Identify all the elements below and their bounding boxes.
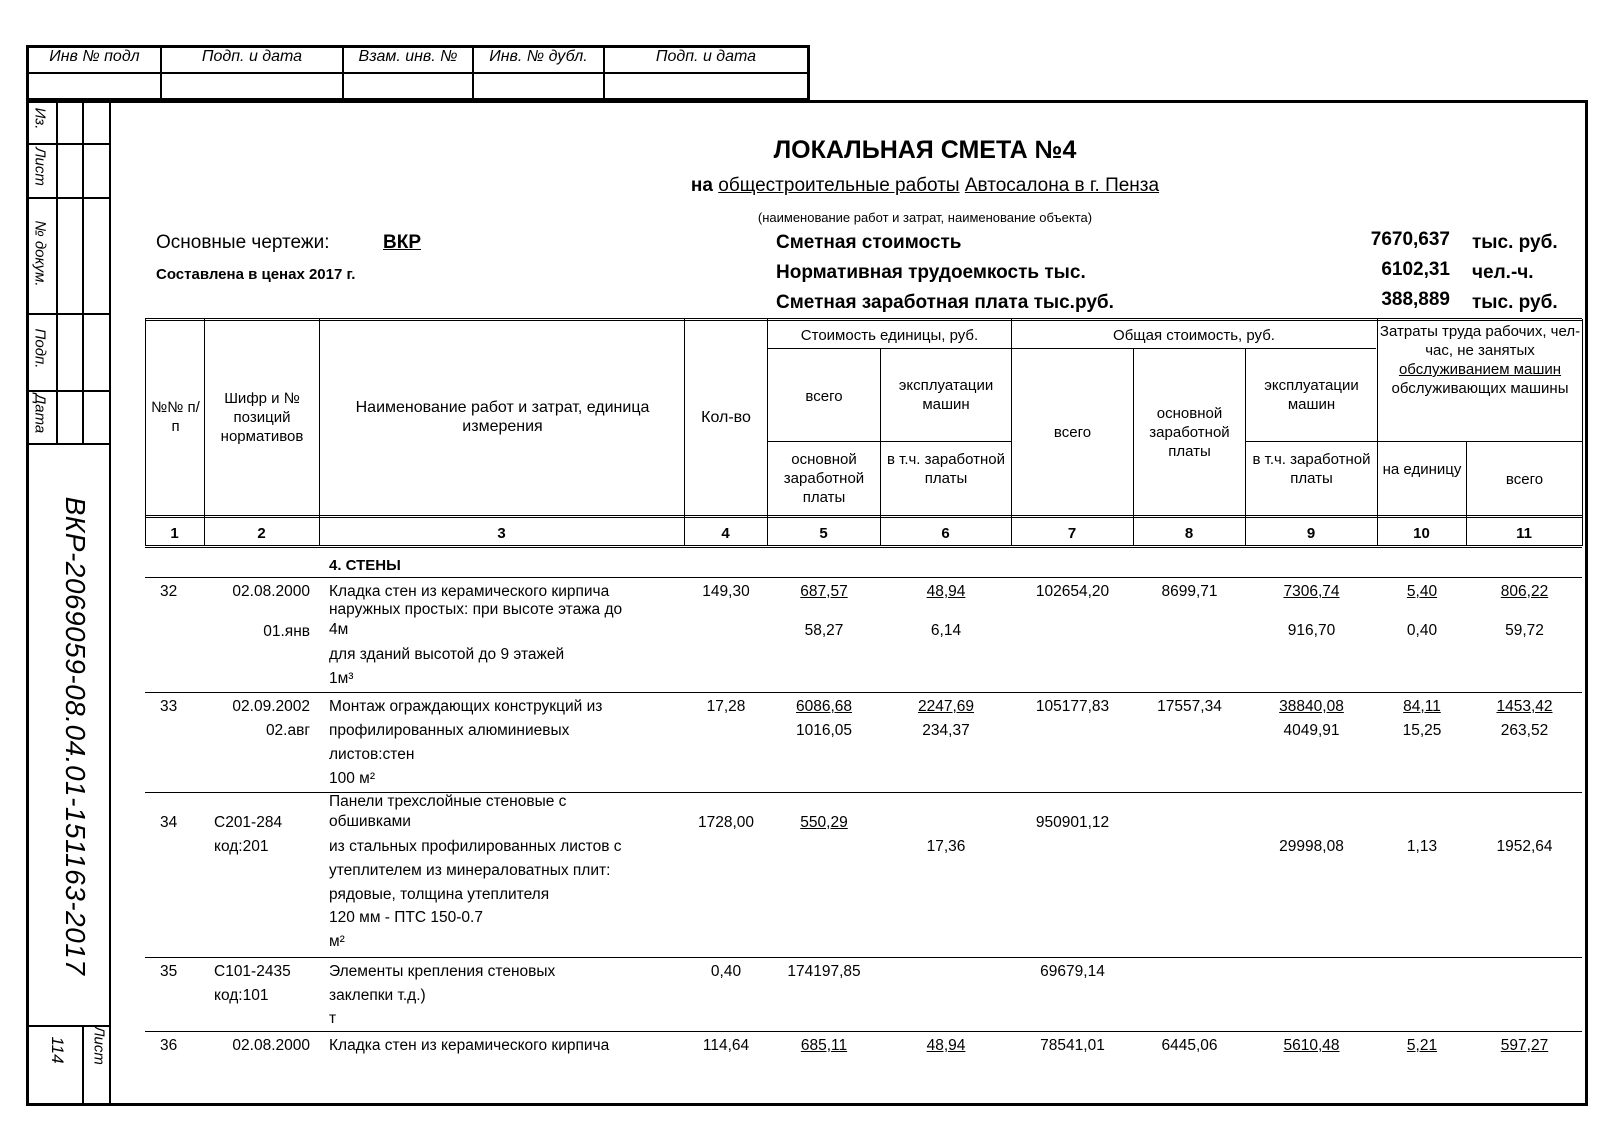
row-name-line: 1м³ (329, 670, 354, 687)
col-header-labor (1378, 322, 1582, 398)
row-code-sub: 01.янв (263, 623, 310, 640)
row-c5: 174197,85 (787, 963, 861, 980)
labor-label: Нормативная трудоемкость тыс. (776, 262, 1086, 283)
row-c8: 8699,71 (1161, 583, 1218, 600)
row-code-sub: код:101 (214, 987, 269, 1004)
col-header-qty: Кол-во (701, 409, 751, 426)
row-name-line: 4м (329, 621, 349, 638)
row-qty: 149,30 (702, 583, 750, 600)
row-c8: 6445,06 (1161, 1037, 1218, 1054)
row-c6: 48,94 (926, 1037, 966, 1054)
row-c5: 687,57 (800, 583, 848, 600)
salary-unit: тыс. руб. (1472, 292, 1558, 313)
row-code: С201-284 (214, 814, 283, 831)
stamp-cell (474, 72, 605, 101)
row-c9-sub: 916,70 (1287, 622, 1336, 639)
row-qty: 114,64 (702, 1037, 750, 1054)
side-label-sign: Подп. (31, 328, 49, 369)
col-header-code: Шифр и № позиций нормативов (220, 390, 304, 445)
row-number: 33 (160, 698, 178, 715)
col-number: 8 (1184, 525, 1194, 542)
row-code: С101-2435 (214, 963, 291, 980)
drawings-label: Основные чертежи: (156, 232, 330, 253)
row-code: 02.09.2002 (232, 698, 310, 715)
side-label-sheet: Лист (31, 147, 49, 186)
col-number: 7 (1067, 525, 1077, 542)
row-c9: 29998,08 (1279, 838, 1344, 855)
row-c5-sub: 1016,05 (795, 722, 853, 739)
labor-underlined: обслуживанием машин (1398, 361, 1562, 378)
col-header-basic-5: основной заработной платы (783, 451, 865, 506)
col-number: 3 (497, 525, 506, 542)
row-name-line: профилированных алюминиевых (329, 722, 570, 739)
row-number: 32 (160, 583, 178, 600)
col-header-incl-6: в т.ч. заработной платы (886, 451, 1006, 487)
col-header-machines-9: эксплуатации машин (1264, 377, 1359, 413)
row-c6: 2247,69 (917, 698, 975, 715)
salary-value: 388,889 (1381, 289, 1450, 310)
col-header-machines-6: эксплуатации машин (898, 377, 994, 413)
row-c5: 550,29 (800, 814, 848, 831)
row-c10-sub: 0,40 (1406, 622, 1438, 639)
row-name-line: из стальных профилированных листов с (329, 838, 622, 855)
row-code-sub: 02.авг (265, 722, 310, 739)
row-name-line: наружных простых: при высоте этажа до (329, 601, 623, 618)
row-name-line: для зданий высотой до 9 этажей (329, 646, 565, 663)
row-c10: 5,40 (1406, 583, 1438, 600)
row-c6: 17,36 (926, 838, 966, 855)
row-c10: 5,21 (1406, 1037, 1438, 1054)
col-header-unit-cost: Стоимость единицы, руб. (800, 327, 979, 344)
col-number: 10 (1413, 525, 1430, 542)
row-name-line: рядовые, толщина утеплителя (329, 886, 550, 903)
row-code: 02.08.2000 (232, 1037, 310, 1054)
row-qty: 1728,00 (697, 814, 755, 831)
row-c7: 102654,20 (1035, 583, 1110, 600)
stamp-header-sign-date-1: Подп. и дата (162, 48, 344, 72)
row-name-line: Элементы крепления стеновых (329, 963, 556, 980)
page-title: ЛОКАЛЬНАЯ СМЕТА №4 (773, 136, 1077, 164)
row-name-line: 120 мм - ПТС 150-0.7 (329, 909, 483, 926)
stamp-cell (344, 72, 474, 101)
row-c11-sub: 59,72 (1505, 622, 1544, 639)
row-name-line: Панели трехслойные стеновые с (329, 793, 567, 810)
row-qty: 0,40 (710, 963, 742, 980)
row-c11: 806,22 (1500, 583, 1549, 600)
row-name-line: обшивками (329, 813, 411, 830)
subtitle-work: общестроительные работы (718, 175, 960, 196)
row-c9-sub: 4049,91 (1283, 722, 1340, 739)
salary-label: Сметная заработная плата тыс.руб. (776, 292, 1114, 313)
row-c6-sub: 6,14 (930, 622, 962, 639)
row-name-line: м² (329, 933, 345, 950)
row-name-line: т (329, 1010, 337, 1027)
row-c5: 6086,68 (795, 698, 853, 715)
section-title: 4. СТЕНЫ (329, 557, 401, 574)
row-c10-sub: 15,25 (1402, 722, 1442, 739)
col-number: 2 (257, 525, 266, 542)
col-number: 5 (819, 525, 828, 542)
subtitle-note: (наименование работ и затрат, наименование объекта) (757, 210, 1093, 225)
stamp-header-sign-date-2: Подп. и дата (655, 48, 757, 65)
row-c6: 48,94 (926, 583, 966, 600)
row-name-line: заклепки т.д.) (329, 987, 426, 1004)
row-c9: 5610,48 (1283, 1037, 1340, 1054)
subtitle-prefix: на (690, 175, 713, 196)
col-header-all-7: всего (1053, 424, 1092, 441)
row-c6-sub: 234,37 (922, 722, 970, 739)
col-header-total-cost: Общая стоимость, руб. (1113, 327, 1275, 344)
col-header-incl-9: в т.ч. заработной платы (1252, 451, 1371, 487)
document-code: ВКР-2069059-08.04.01-151163-2017 (60, 496, 91, 976)
col-header-all-11: всего (1505, 471, 1544, 488)
col-number: 11 (1516, 525, 1532, 542)
cost-label: Сметная стоимость (776, 232, 962, 253)
row-c8: 17557,34 (1157, 698, 1222, 715)
row-c11: 597,27 (1500, 1037, 1549, 1054)
col-header-basic-8: основной заработной платы (1149, 405, 1230, 460)
prices-note: Составлена в ценах 2017 г. (156, 266, 356, 283)
stamp-table (26, 45, 810, 101)
row-number: 35 (160, 963, 178, 980)
side-label-doc: № докум. (31, 220, 49, 287)
row-c7: 950901,12 (1035, 814, 1110, 831)
stamp-header-dup: Инв. № дубл. (474, 48, 605, 72)
labor-tail: обслуживающих машины (1391, 380, 1569, 397)
labor-value: 6102,31 (1381, 259, 1450, 280)
row-c7: 105177,83 (1035, 698, 1110, 715)
row-c9: 7306,74 (1283, 583, 1340, 600)
sheet-label: Лист (90, 1026, 108, 1065)
row-name-line: утеплителем из минераловатных плит: (329, 862, 611, 879)
stamp-cell (162, 72, 344, 101)
row-c11: 1453,42 (1496, 698, 1553, 715)
stamp-header-replace: Взам. инв. № (344, 48, 474, 72)
stamp-cell (29, 72, 162, 101)
row-c5: 685,11 (800, 1037, 848, 1054)
col-number: 1 (170, 525, 179, 542)
col-header-name: Наименование работ и затрат, единица измерения (355, 399, 650, 435)
row-code-sub: код:201 (214, 838, 269, 855)
row-name-line: Кладка стен из керамического кирпича (329, 1037, 610, 1054)
row-number: 36 (160, 1037, 178, 1054)
col-number: 4 (721, 525, 730, 542)
row-code: 02.08.2000 (232, 583, 310, 600)
row-c11: 1952,64 (1496, 838, 1553, 855)
row-qty: 17,28 (706, 698, 746, 715)
row-name-line: Монтаж ограждающих конструкций из (329, 698, 603, 715)
row-c7: 78541,01 (1040, 1037, 1105, 1054)
row-name-line: Кладка стен из керамического кирпича (329, 583, 610, 600)
row-c10: 84,11 (1403, 698, 1441, 715)
side-label-date: Дата (31, 393, 49, 434)
labor-unit: чел.-ч. (1472, 262, 1534, 283)
col-number: 9 (1306, 525, 1316, 542)
row-c10: 1,13 (1406, 838, 1438, 855)
row-c11-sub: 263,52 (1500, 722, 1549, 739)
row-c9: 38840,08 (1279, 698, 1344, 715)
row-name-line: листов:стен (329, 746, 415, 763)
sheet-number: 114 (48, 1036, 67, 1064)
row-c7: 69679,14 (1040, 963, 1105, 980)
side-label-iz: Из. (31, 107, 49, 130)
row-c5-sub: 58,27 (804, 622, 844, 639)
row-number: 34 (160, 814, 178, 831)
cost-unit: тыс. руб. (1472, 232, 1558, 253)
labor-text: Затраты труда рабочих, чел-час, не занятых (1379, 323, 1581, 359)
col-header-num: №№ п/п (151, 399, 200, 435)
subtitle-object: Автосалона в г. Пенза (964, 175, 1160, 196)
stamp-header-inv: Инв № подл (29, 48, 162, 72)
col-header-all-5: всего (805, 388, 843, 405)
page-subtitle (0, 175, 1601, 197)
row-name-line: 100 м² (329, 770, 375, 787)
drawings-value: ВКР (383, 232, 421, 253)
cost-value: 7670,637 (1370, 229, 1450, 250)
col-header-per-unit: на единицу (1382, 461, 1462, 478)
col-number: 6 (941, 525, 950, 542)
